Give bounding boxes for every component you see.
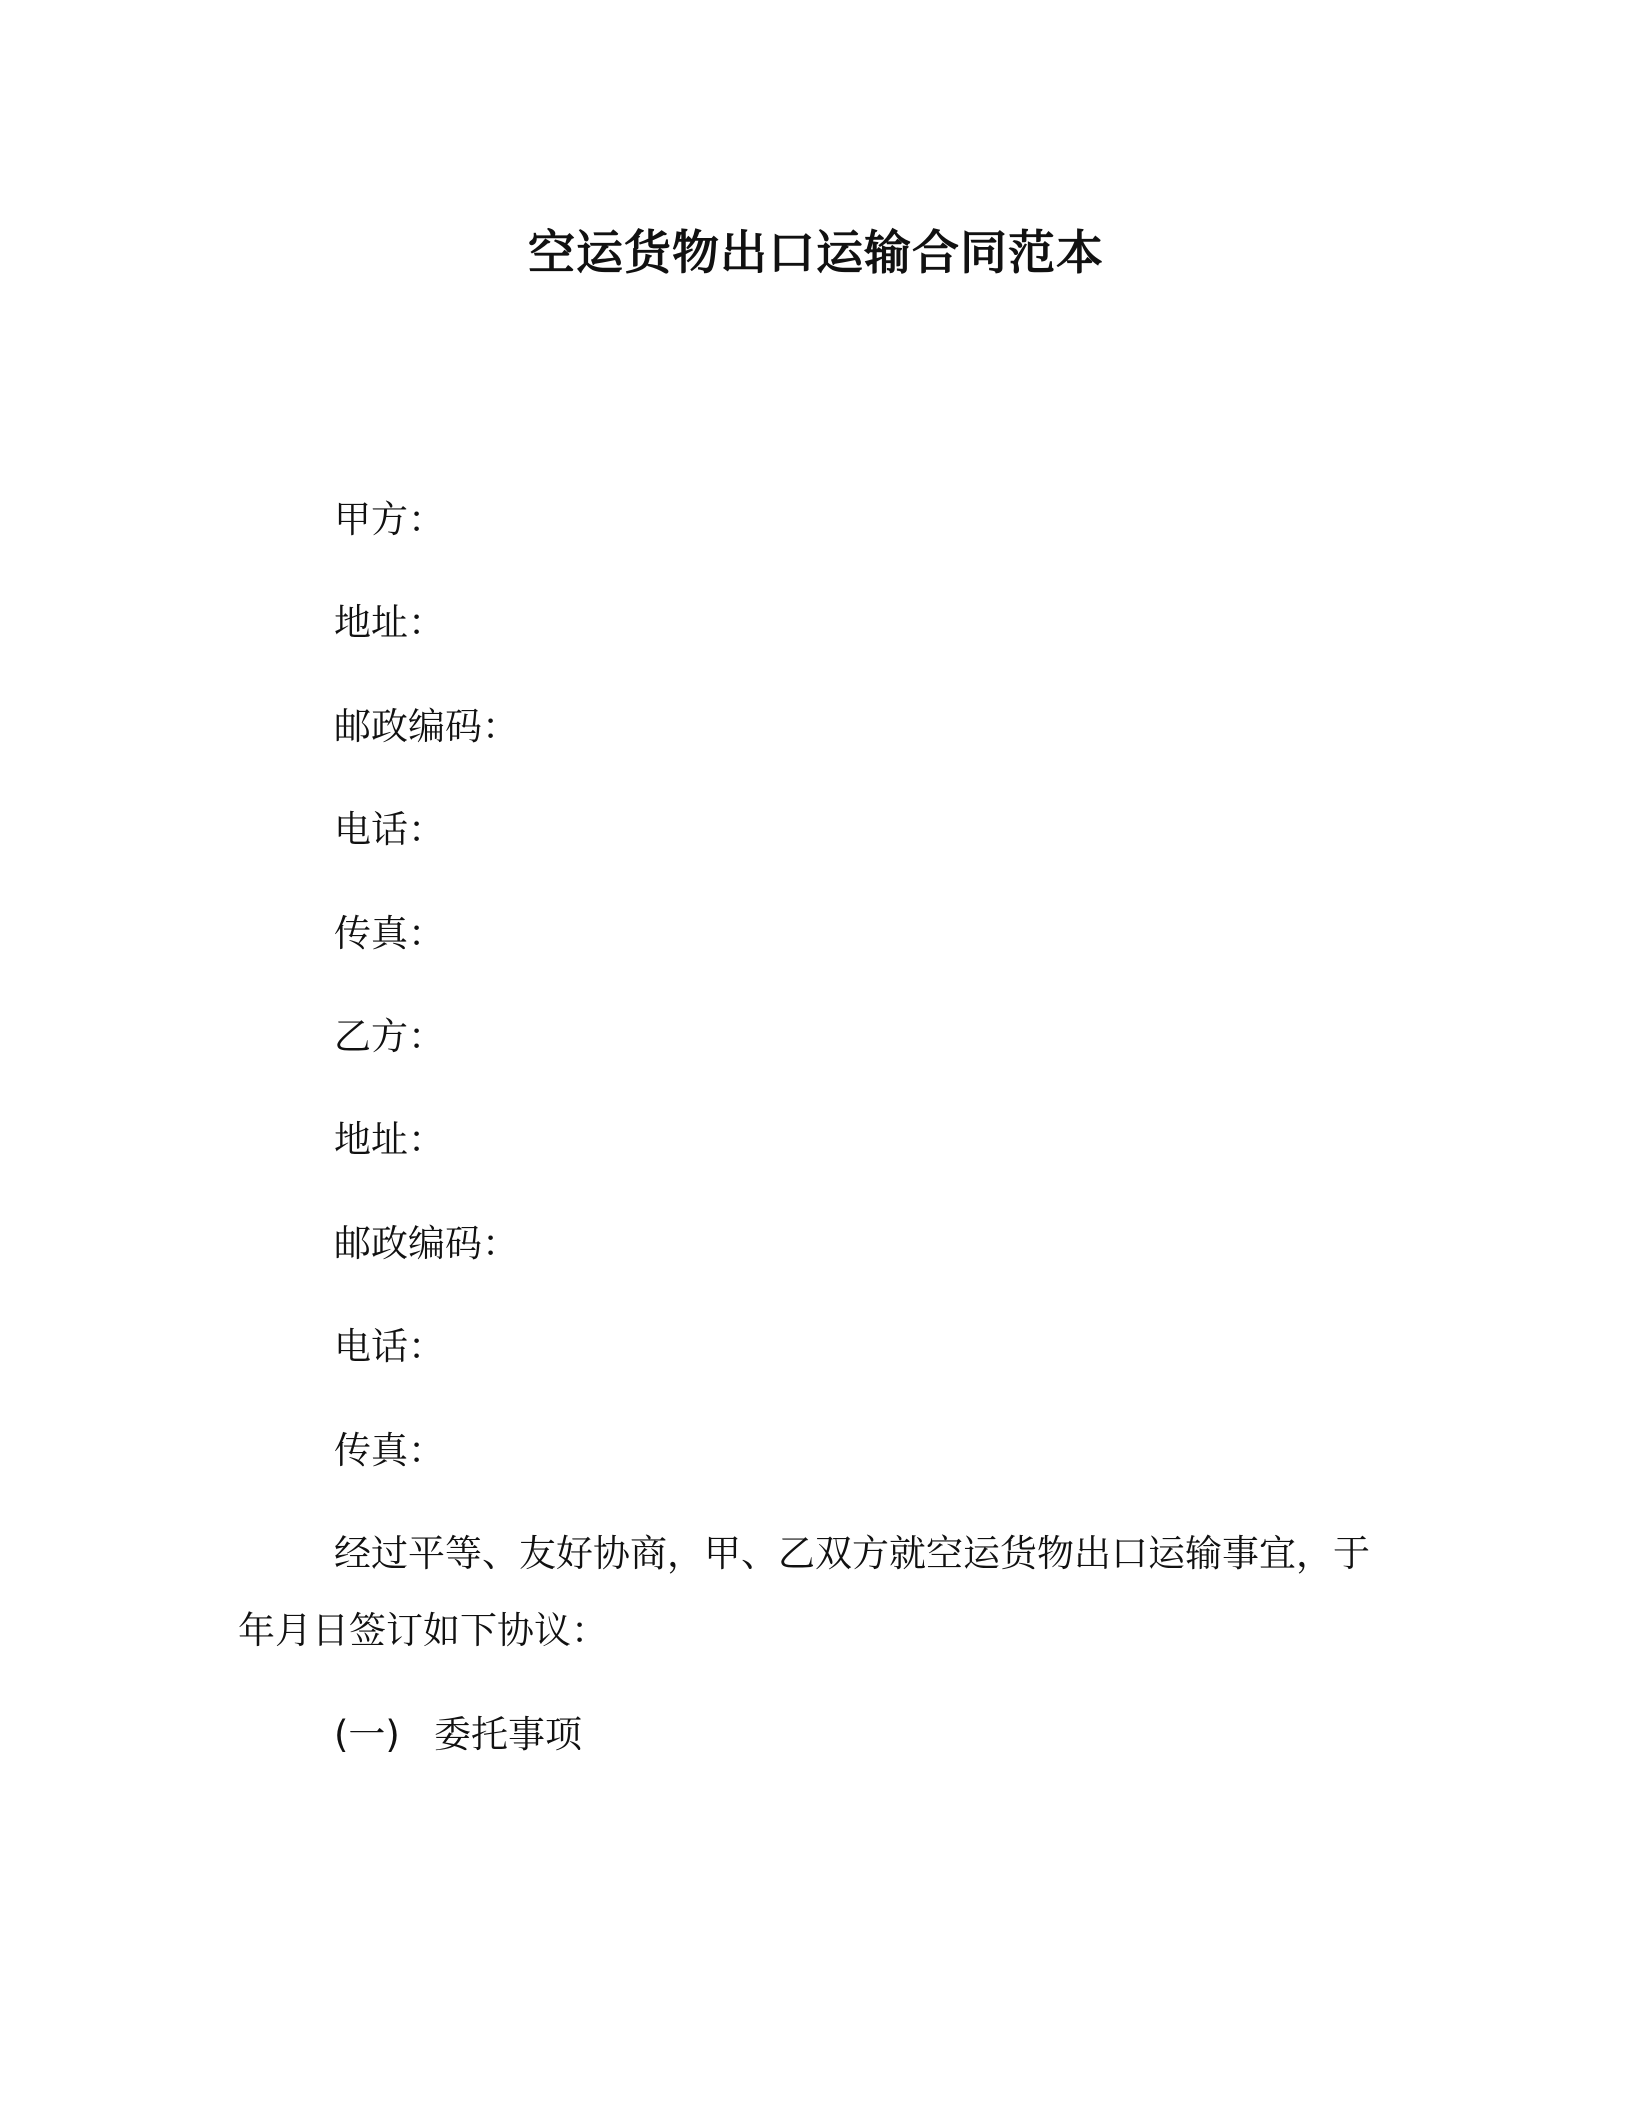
- party-a-phone-label: 电话：: [334, 808, 445, 851]
- party-b-address-label: 地址：: [334, 1118, 445, 1161]
- intro-paragraph-line-2: 年月日签订如下协议：: [238, 1609, 608, 1652]
- party-a-postcode-label: 邮政编码：: [334, 705, 519, 748]
- party-b-fax-label: 传真：: [334, 1429, 445, 1472]
- party-b-phone-label: 电话：: [334, 1325, 445, 1368]
- section-title: 委托事项: [434, 1713, 582, 1756]
- party-a-address-label: 地址：: [334, 601, 445, 644]
- intro-paragraph-line-1: 经过平等、友好协商，甲、乙双方就空运货物出口运输事宜，于: [334, 1532, 1370, 1575]
- party-a-fax-label: 传真：: [334, 912, 445, 955]
- section-number: (一): [334, 1713, 400, 1756]
- section-heading-1: [334, 1710, 582, 1760]
- document-title: 空运货物出口运输合同范本: [528, 226, 1104, 281]
- party-b-postcode-label: 邮政编码：: [334, 1222, 519, 1265]
- party-a-name-label: 甲方：: [334, 498, 445, 541]
- party-b-name-label: 乙方：: [334, 1015, 445, 1058]
